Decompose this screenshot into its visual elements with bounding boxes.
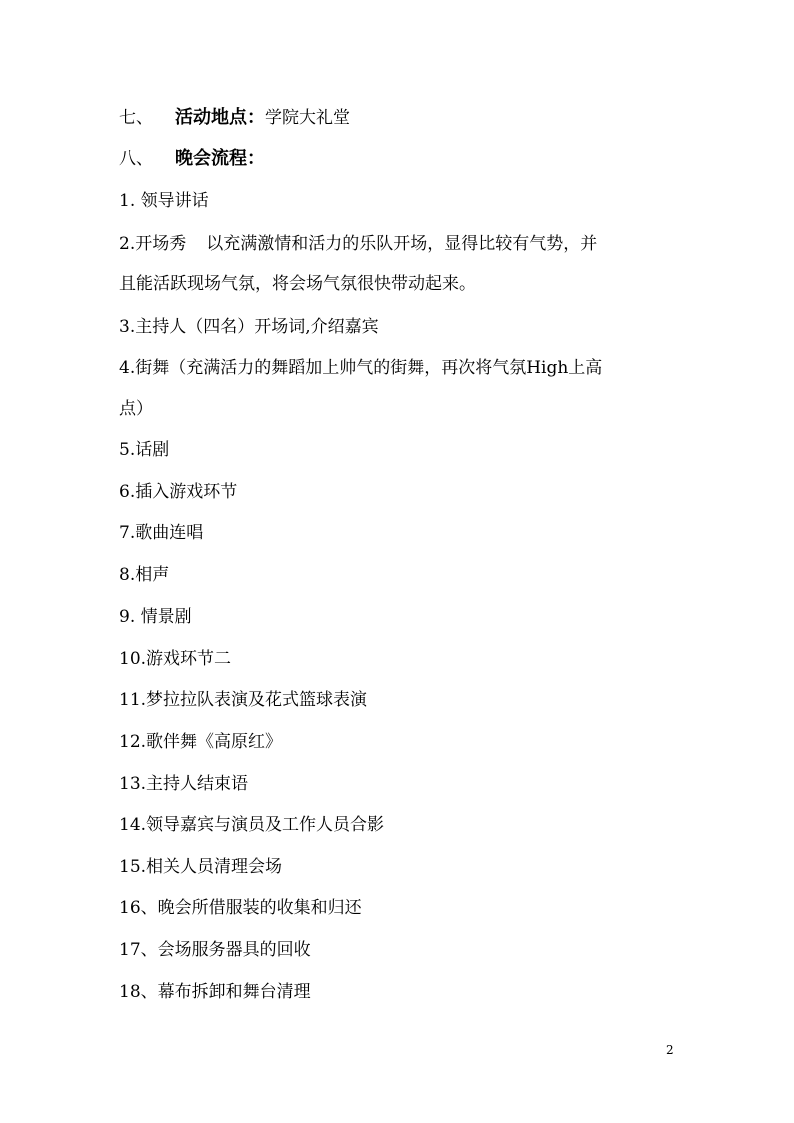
section-7-number: 七、 <box>119 108 153 128</box>
list-item: 17、会场服务器具的回收 <box>119 940 311 960</box>
section-8-title: 晚会流程： <box>175 148 265 169</box>
list-item: 6.插入游戏环节 <box>119 482 238 502</box>
list-item-description: 以充满激情和活力的乐队开场，显得比较有气势，并 <box>206 234 598 254</box>
list-item: 13.主持人结束语 <box>119 774 249 794</box>
list-item: 12.歌伴舞《高原红》 <box>119 732 283 752</box>
list-item: 15.相关人员清理会场 <box>119 857 283 877</box>
list-item: 1. 领导讲话 <box>119 191 209 211</box>
list-item: 8.相声 <box>119 565 170 585</box>
list-item-continuation: 点） <box>119 399 153 419</box>
list-item: 9. 情景剧 <box>119 607 192 627</box>
list-item: 16、晚会所借服装的收集和归还 <box>119 898 362 918</box>
page-number: 2 <box>666 1043 674 1057</box>
list-item: 18、幕布拆卸和舞台清理 <box>119 982 311 1002</box>
section-8-heading <box>119 148 265 170</box>
list-item: 4.街舞（充满活力的舞蹈加上帅气的街舞，再次将气氛High上高 <box>119 358 603 378</box>
section-7-heading <box>119 107 350 129</box>
list-item: 5.话剧 <box>119 440 170 460</box>
list-item-label: 2.开场秀 <box>119 234 187 254</box>
section-8-number: 八、 <box>119 149 153 169</box>
section-7-title: 活动地点： <box>175 107 265 128</box>
list-item: 14.领导嘉宾与演员及工作人员合影 <box>119 815 385 835</box>
list-item <box>119 233 597 255</box>
list-item: 10.游戏环节二 <box>119 649 232 669</box>
list-item: 11.梦拉拉队表演及花式篮球表演 <box>119 690 368 710</box>
section-7-value: 学院大礼堂 <box>265 108 350 128</box>
list-item: 3.主持人（四名）开场词,介绍嘉宾 <box>119 317 379 337</box>
list-item: 7.歌曲连唱 <box>119 523 204 543</box>
list-item-continuation: 且能活跃现场气氛，将会场气氛很快带动起来。 <box>119 274 476 294</box>
